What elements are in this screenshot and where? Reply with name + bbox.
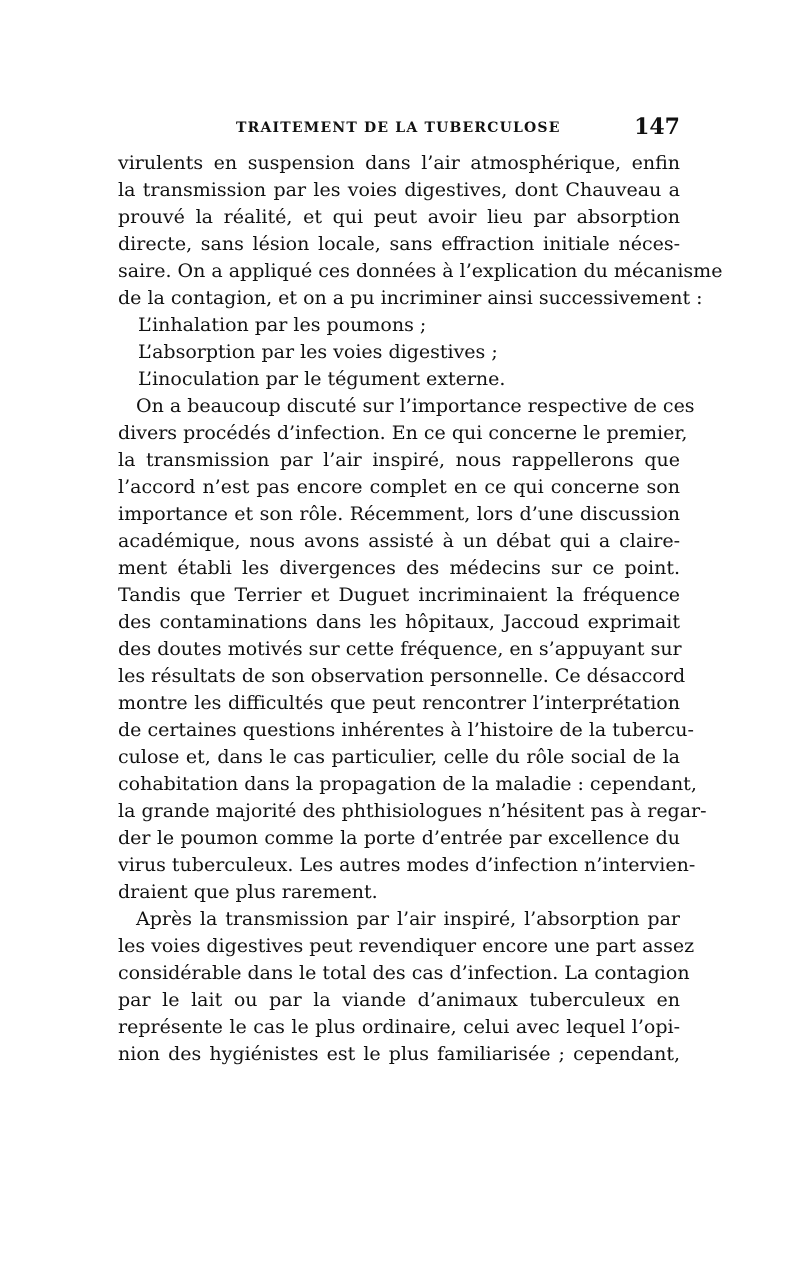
list-item: L’inoculation par le tégument externe. [138,368,506,390]
text-line: des contaminations dans les hôpitaux, Jaccoud exprimait [118,611,680,633]
list-item: L’inhalation par les poumons ; [138,314,427,336]
text-line: cohabitation dans la propagation de la maladie : cependant, [118,773,697,795]
text-line: représente le cas le plus ordinaire, celui avec lequel l’opi- [118,1016,680,1038]
text-line: directe, sans lésion locale, sans effraction initiale néces- [118,233,680,255]
text-line: nion des hygiénistes est le plus familiarisée ; cependant, [118,1043,680,1065]
text-line: der le poumon comme la porte d’entrée par excellence du [118,827,680,849]
paragraph-start-line: On a beaucoup discuté sur l’importance respective de ces [136,395,695,417]
text-line: importance et son rôle. Récemment, lors d’une discussion [118,503,680,525]
text-line: ment établi les divergences des médecins sur ce point. [118,557,680,579]
text-line: la transmission par l’air inspiré, nous rappellerons que [118,449,680,471]
text-line: les voies digestives peut revendiquer encore une part assez [118,935,695,957]
text-line: la grande majorité des phthisiologues n’hésitent pas à regar- [118,800,707,822]
text-line: l’accord n’est pas encore complet en ce qui concerne son [118,476,680,498]
text-line: virus tuberculeux. Les autres modes d’infection n’intervien- [118,854,696,876]
text-line: par le lait ou par la viande d’animaux tuberculeux en [118,989,680,1011]
text-line: de certaines questions inhérentes à l’histoire de la tubercu- [118,719,694,741]
text-line: la transmission par les voies digestives, dont Chauveau a [118,179,680,201]
text-line: de la contagion, et on a pu incriminer ainsi successivement : [118,287,703,309]
text-line: culose et, dans le cas particulier, celle du rôle social de la [118,746,680,768]
body-text [118,150,723,1068]
list-item: L’absorption par les voies digestives ; [138,341,498,363]
paragraph-start-line: Après la transmission par l’air inspiré, l’absorption par [136,908,680,930]
text-line: saire. On a appliqué ces données à l’explication du mécanisme [118,260,723,282]
text-line: divers procédés d’infection. En ce qui concerne le premier, [118,422,688,444]
text-line: Tandis que Terrier et Duguet incriminaient la fréquence [118,584,680,606]
text-line: montre les difficultés que peut rencontrer l’interprétation [118,692,680,714]
page-number: 147 [634,114,680,140]
text-line: considérable dans le total des cas d’infection. La contagion [118,962,690,984]
text-line: prouvé la réalité, et qui peut avoir lieu par absorption [118,206,680,228]
text-line: des doutes motivés sur cette fréquence, en s’appuyant sur [118,638,682,660]
text-line: virulents en suspension dans l’air atmosphérique, enfin [118,152,680,174]
text-line: académique, nous avons assisté à un débat qui a claire- [118,530,680,552]
paragraph-end-line: draient que plus rarement. [118,881,378,903]
running-title: TRAITEMENT DE LA TUBERCULOSE [236,120,561,136]
running-head [118,114,680,142]
text-line: les résultats de son observation personnelle. Ce désaccord [118,665,686,687]
